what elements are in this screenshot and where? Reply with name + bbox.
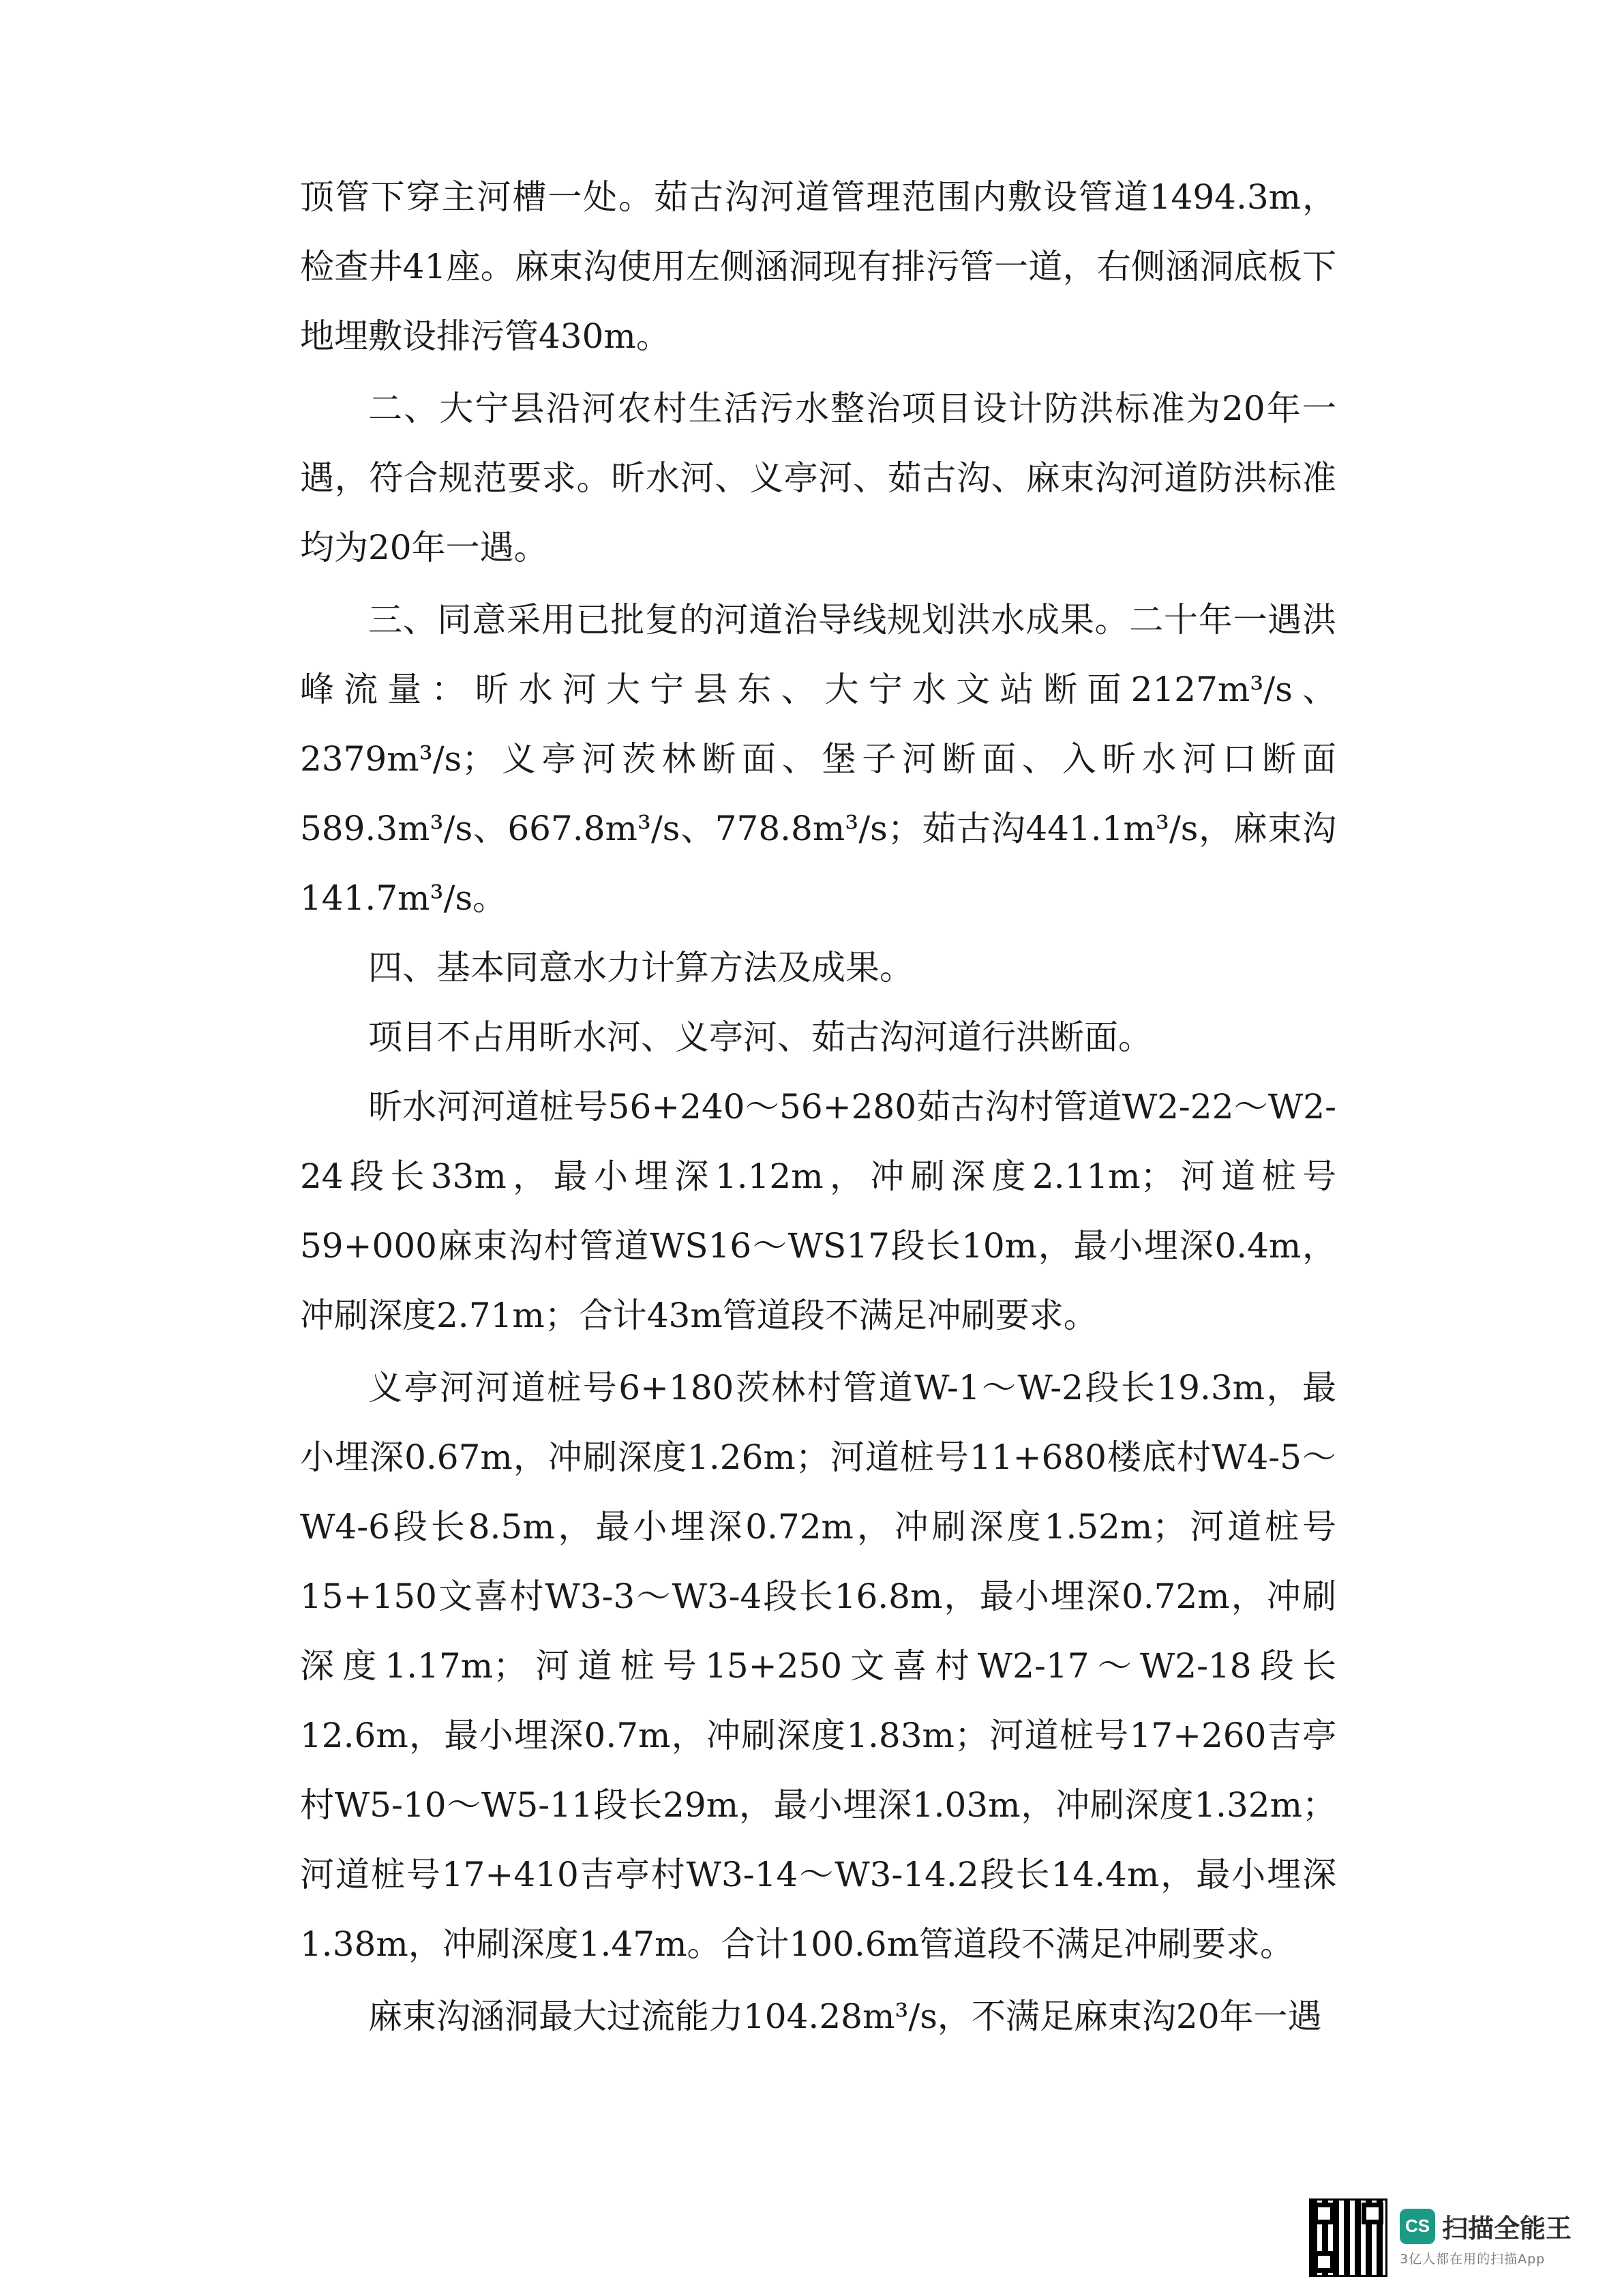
brand-name: 扫描全能王 [1442, 2213, 1572, 2243]
paragraph: 三、同意采用已批复的河道治导线规划洪水成果。二十年一遇洪峰流量：昕水河大宁县东、大宁水文站断面2127m³/s、2379m³/s；义亭河茨林断面、堡子河断面、入昕水河口断面589.3m³/s、667.8m³/s、778.8m³/s；茹古沟441.1m³/s，麻束沟141.7m³/s。 [300, 600, 1336, 918]
brand-tagline: 3亿人都在用的扫描App [1400, 2252, 1546, 2267]
scanner-brand [1400, 2207, 1572, 2267]
scanner-watermark [1309, 2193, 1602, 2282]
paragraph: 昕水河河道桩号56+240～56+280茹古沟村管道W2-22～W2-24段长33m，最小埋深1.12m，冲刷深度2.11m；河道桩号59+000麻束沟村管道WS16～WS17段长10m，最小埋深0.4m，冲刷深度2.71m；合计43m管道段不满足冲刷要求。 [300, 1087, 1336, 1335]
paragraph: 二、大宁县沿河农村生活污水整治项目设计防洪标准为20年一遇，符合规范要求。昕水河、义亭河、茹古沟、麻束沟河道防洪标准均为20年一遇。 [300, 389, 1336, 567]
paragraph: 四、基本同意水力计算方法及成果。 [368, 948, 914, 987]
paragraph: 项目不占用昕水河、义亭河、茹古沟河道行洪断面。 [368, 1017, 1152, 1057]
paragraph: 顶管下穿主河槽一处。茹古沟河道管理范围内敷设管道1494.3m，检查井41座。麻束沟使用左侧涵洞现有排污管一道，右侧涵洞底板下地埋敷设排污管430m。 [300, 177, 1336, 356]
document-body [300, 162, 1336, 2051]
paragraph: 义亭河河道桩号6+180茨林村管道W-1～W-2段长19.3m，最小埋深0.67m，冲刷深度1.26m；河道桩号11+680楼底村W4-5～W4-6段长8.5m，最小埋深0.72m，冲刷深度1.52m；河道桩号15+150文喜村W3-3～W3-4段长16.8m，最小埋深0.72m，冲刷深度1.17m；河道桩号15+250文喜村W2-17～W2-18段长12.6m，最小埋深0.7m，冲刷深度1.83m；河道桩号17+260吉亭村W5-10～W5-11段长29m，最小埋深1.03m，冲刷深度1.32m；河道桩号17+410吉亭村W3-14～W3-14.2段长14.4m，最小埋深1.38m，冲刷深度1.47m。合计100.6m管道段不满足冲刷要求。 [300, 1368, 1336, 1964]
qr-code-icon [1309, 2198, 1387, 2277]
camscanner-logo-icon: CS [1400, 2209, 1435, 2244]
paragraph: 麻束沟涵洞最大过流能力104.28m³/s，不满足麻束沟20年一遇 [368, 1997, 1322, 2036]
